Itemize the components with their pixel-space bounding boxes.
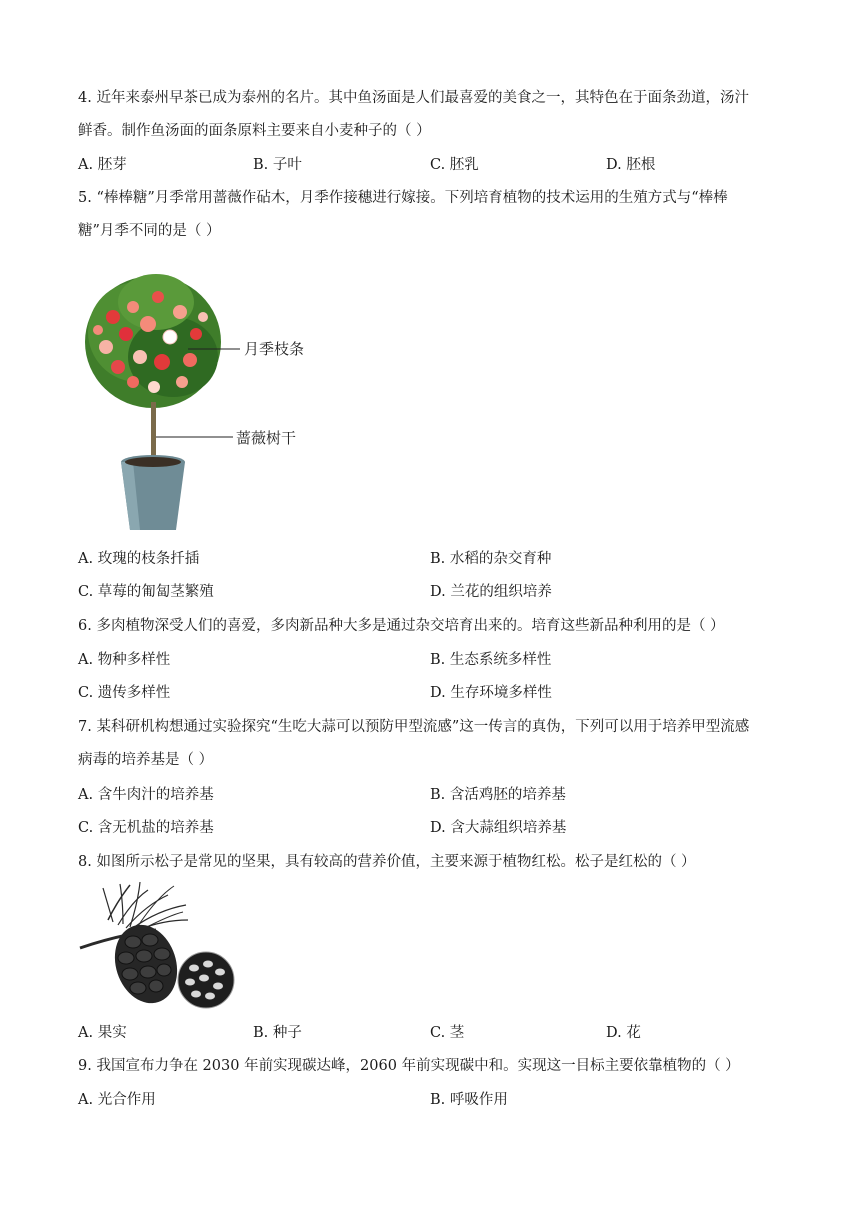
pine-seeds: [178, 952, 234, 1008]
pine-cone: [105, 917, 187, 1010]
q7-stem-line2: 病毒的培养基是（ ）: [78, 752, 214, 768]
q7-option-b: B. 含活鸡胚的培养基: [430, 787, 566, 803]
q5-stem-line2: 糖”月季不同的是（ ）: [78, 223, 221, 239]
q4-stem-line2: 鲜香。制作鱼汤面的面条原料主要来自小麦种子的（ ）: [78, 123, 431, 139]
q5-option-c: C. 草莓的匍匐茎繁殖: [78, 584, 214, 600]
q7-option-a: A. 含牛肉汁的培养基: [78, 787, 214, 803]
q8-option-d: D. 花: [606, 1025, 641, 1041]
q6-option-b: B. 生态系统多样性: [430, 652, 552, 668]
q5-option-d: D. 兰花的组织培养: [430, 584, 552, 600]
q4-stem-line1: 4. 近年来泰州早茶已成为泰州的名片。其中鱼汤面是人们最喜爱的美食之一，其特色在于面条劲道，汤汁: [78, 90, 749, 106]
label-rose-branch: 月季枝条: [244, 340, 305, 358]
q8-option-c: C. 茎: [430, 1025, 465, 1041]
q5-option-b: B. 水稻的杂交育种: [430, 551, 552, 567]
q4-option-c: C. 胚乳: [430, 157, 479, 173]
q9-option-b: B. 呼吸作用: [430, 1092, 508, 1108]
q5-option-a: A. 玫瑰的枝条扦插: [78, 551, 200, 567]
q6-option-a: A. 物种多样性: [78, 652, 171, 668]
q8-option-b: B. 种子: [253, 1025, 302, 1041]
label-rosa-trunk: 蔷薇树干: [236, 429, 297, 447]
pine-cone-figure: [78, 880, 248, 1010]
q7-option-d: D. 含大蒜组织培养基: [430, 820, 567, 836]
q5-stem-line1: 5. “棒棒糖”月季常用蔷薇作砧木，月季作接穗进行嫁接。下列培育植物的技术运用的生殖方式与“棒棒: [78, 190, 728, 206]
q4-option-d: D. 胚根: [606, 157, 656, 173]
flower-pot: [121, 455, 185, 530]
q8-stem-line1: 8. 如图所示松子是常见的坚果，具有较高的营养价值，主要来源于植物红松。松子是红松的（ ）: [78, 854, 696, 870]
rose-tree-figure: [78, 262, 338, 538]
rose-trunk: [151, 402, 156, 464]
q9-option-a: A. 光合作用: [78, 1092, 156, 1108]
q6-option-d: D. 生存环境多样性: [430, 685, 552, 701]
q6-option-c: C. 遗传多样性: [78, 685, 171, 701]
q7-stem-line1: 7. 某科研机构想通过实验探究“生吃大蒜可以预防甲型流感”这一传言的真伪，下列可以用于培养甲型流感: [78, 719, 750, 735]
q9-stem-line1: 9. 我国宣布力争在 2030 年前实现碳达峰，2060 年前实现碳中和。实现这一目标主要依靠植物的（ ）: [78, 1058, 740, 1074]
q6-stem-line1: 6. 多肉植物深受人们的喜爱，多肉新品种大多是通过杂交培育出来的。培育这些新品种利用的是（ ）: [78, 618, 725, 634]
q4-option-a: A. 胚芽: [78, 157, 127, 173]
q7-option-c: C. 含无机盐的培养基: [78, 820, 214, 836]
q4-option-b: B. 子叶: [253, 157, 302, 173]
q8-option-a: A. 果实: [78, 1025, 127, 1041]
